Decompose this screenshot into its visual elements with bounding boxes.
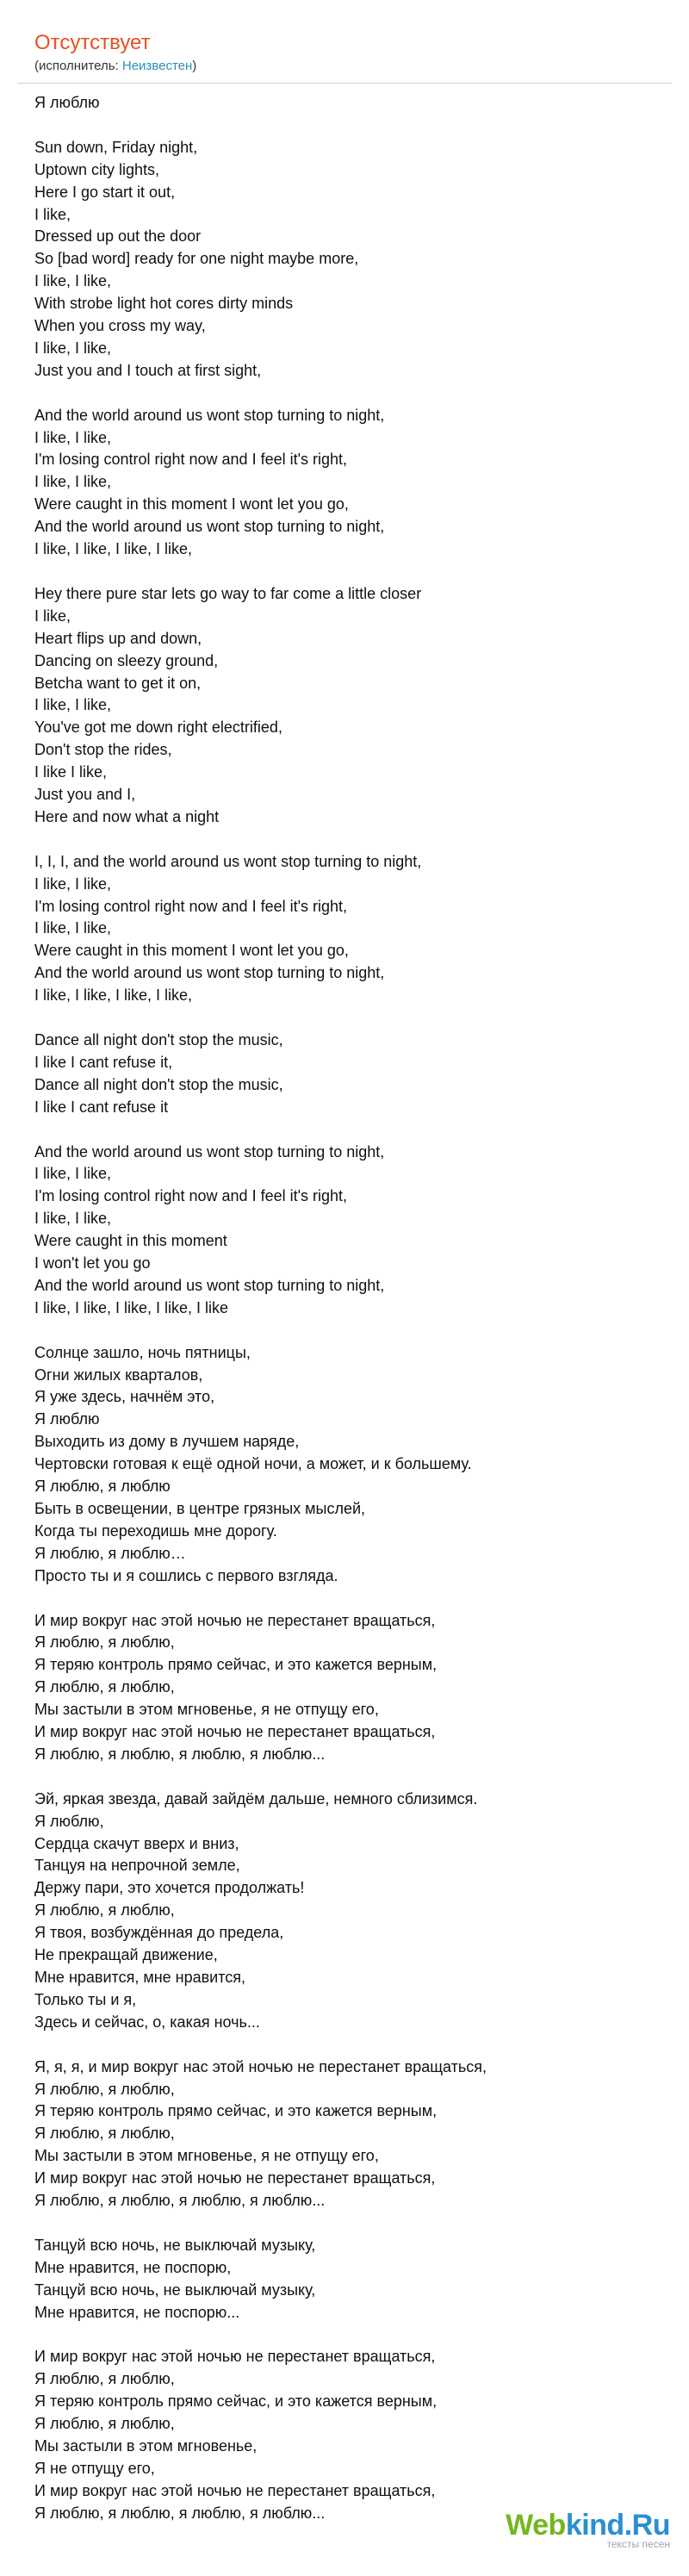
lyric-line: I like, I like, [34, 874, 112, 893]
lyric-line: I won't let you go [34, 1254, 151, 1272]
lyric-line: Когда ты переходишь мне дорогу. [34, 1521, 277, 1540]
lyric-line: Огни жилых кварталов, [34, 1366, 203, 1384]
lyric-line: I like, [34, 205, 71, 223]
lyric-line: I like, I like, I like, I like, [34, 986, 193, 1005]
lyric-line: I like, I like, [34, 339, 112, 357]
lyric-line: Heart flips up and down, [34, 629, 202, 647]
lyric-line: I'm losing control right now and I feel it's right, [34, 897, 348, 915]
lyric-line: Солнце зашло, ночь пятницы, [34, 1343, 251, 1361]
lyric-line: Эй, яркая звезда, давай зайдём дальше, немного сблизимся. [34, 1789, 478, 1808]
lyric-line: Я люблю, я люблю, [34, 2415, 175, 2433]
webkind-logo[interactable] [506, 2511, 670, 2550]
stanza-gap [34, 1588, 655, 1610]
lyric-line: Только ты и я, [34, 1990, 137, 2008]
lyric-line: Танцуй всю ночь, не выключай музыку, [34, 2236, 316, 2254]
lyric-line: I like, [34, 607, 71, 625]
lyric-line: Я, я, я, и мир вокруг нас этой ночью не перестанет вращаться, [34, 2057, 487, 2075]
stanza-gap [34, 1119, 655, 1142]
lyric-line: Я теряю контроль прямо сейчас, и это кажется верным, [34, 2102, 438, 2120]
lyric-line: And the world around us wont stop turning to night, [34, 1142, 385, 1160]
lyric-line: Мне нравится, не поспорю... [34, 2303, 240, 2321]
lyric-line: Я люблю, я люблю, я люблю, я люблю... [34, 2192, 326, 2210]
lyric-line: И мир вокруг нас этой ночью не перестанет вращаться, [34, 2348, 436, 2366]
stanza-gap [34, 115, 655, 137]
lyric-line: Dance all night don't stop the music, [34, 1030, 283, 1048]
lyric-line: Я твоя, возбуждённая до предела, [34, 1924, 284, 1942]
lyric-line: Не прекращай движение, [34, 1946, 218, 1964]
logo-ru: .Ru [624, 2509, 670, 2542]
lyric-line: И мир вокруг нас этой ночью не перестанет вращаться, [34, 2481, 436, 2499]
lyric-line: Я люблю, я люблю, я люблю, я люблю... [34, 2504, 326, 2522]
lyric-line: I like I like, [34, 763, 108, 781]
lyric-line: Мне нравится, мне нравится, [34, 1968, 246, 1986]
lyric-line: Dancing on sleezy ground, [34, 651, 219, 669]
lyric-line: Держу пари, это хочется продолжать! [34, 1879, 305, 1897]
lyric-line: Я люблю, я люблю, [34, 1678, 175, 1696]
lyrics-page [34, 31, 655, 2525]
lyric-line: Здесь и сейчас, о, какая ночь... [34, 2013, 260, 2031]
lyric-line: I, I, I, and the world around us wont stop turning to night, [34, 852, 422, 870]
lyric-line: I like, I like, I like, I like, [34, 540, 193, 558]
song-title: Отсутствует [34, 31, 151, 54]
lyric-line: I'm losing control right now and I feel it's right, [34, 1187, 348, 1205]
lyric-line: И мир вокруг нас этой ночью не перестанет вращаться, [34, 1611, 436, 1629]
artist-prefix: (исполнитель: [34, 59, 122, 73]
lyric-line: Here and now what a night [34, 807, 220, 825]
lyric-line: Uptown city lights, [34, 160, 160, 178]
lyric-line: Just you and I touch at first sight, [34, 361, 262, 379]
artist-link[interactable]: Неизвестен [121, 59, 193, 73]
lyric-line: Я люблю, я люблю, [34, 2125, 175, 2143]
logo-wordmark [506, 2511, 670, 2540]
stanza-gap [34, 2324, 655, 2346]
lyric-line: Я не отпущу его, [34, 2459, 155, 2477]
lyric-line: И мир вокруг нас этой ночью не перестанет вращаться, [34, 1723, 436, 1741]
lyric-line: Were caught in this moment I wont let you go, [34, 942, 349, 960]
lyric-line: Я люблю, [34, 1812, 104, 1830]
lyric-line: Were caught in this moment [34, 1232, 227, 1250]
stanza-gap [34, 1007, 655, 1030]
lyric-line: And the world around us wont stop turning to night, [34, 406, 385, 424]
lyric-line: I like I cant refuse it [34, 1098, 169, 1116]
lyric-line: Мы застыли в этом мгновенье, я не отпущу его, [34, 2147, 379, 2165]
lyric-line: Я люблю [34, 1410, 100, 1428]
lyric-line: I like, I like, I like, I like, I like [34, 1298, 229, 1316]
stanza-gap [34, 561, 655, 583]
lyric-line: I like, I like, [34, 1165, 112, 1183]
lyric-line: Мне нравится, не поспорю, [34, 2258, 232, 2276]
artist-line [34, 59, 655, 74]
lyric-line: Betcha want to get it on, [34, 674, 202, 692]
lyric-line: You've got me down right electrified, [34, 719, 282, 737]
lyric-line: I like I cant refuse it, [34, 1053, 173, 1071]
lyric-line: Just you and I, [34, 786, 136, 804]
stanza-gap [34, 829, 655, 851]
lyric-line: So [bad word] ready for one night maybe more, [34, 250, 359, 268]
lyric-line: Don't stop the rides, [34, 741, 172, 759]
lyric-line: Мы застыли в этом мгновенье, я не отпущу его, [34, 1701, 379, 1719]
lyric-line: Танцуй всю ночь, не выключай музыку, [34, 2280, 316, 2299]
lyric-line: I'm losing control right now and I feel it's right, [34, 451, 348, 469]
lyric-line: And the world around us wont stop turning to night, [34, 518, 385, 536]
stanza-gap [34, 2034, 655, 2056]
lyric-line: I like, I like, [34, 919, 112, 937]
lyric-line: Я теряю контроль прямо сейчас, и это кажется верным, [34, 1656, 438, 1674]
lyric-line: Dressed up out the door [34, 227, 202, 246]
lyric-line: I like, I like, [34, 428, 112, 446]
lyric-line: Here I go start it out, [34, 183, 176, 201]
lyric-line: Просто ты и я сошлись с первого взгляда. [34, 1566, 338, 1584]
lyric-line: Чертовски готовая к ещё одной ночи, а может, и к большему. [34, 1455, 472, 1473]
lyric-line: Выходить из дому в лучшем наряде, [34, 1433, 300, 1451]
lyric-line: Я люблю [34, 94, 100, 111]
lyric-line: Я люблю, я люблю, я люблю, я люблю... [34, 1745, 326, 1763]
lyric-line: Мы застыли в этом мгновенье, [34, 2436, 258, 2455]
lyric-line: Hey there pure star lets go way to far come a little closer [34, 584, 422, 602]
lyric-line: Я люблю, я люблю, [34, 2080, 175, 2098]
stanza-gap [34, 1320, 655, 1342]
stanza-gap [34, 1766, 655, 1789]
lyric-line: И мир вокруг нас этой ночью не перестанет вращаться, [34, 2169, 436, 2187]
lyric-line: Сердца скачут вверх и вниз, [34, 1834, 239, 1852]
lyric-line: Я люблю, я люблю, [34, 1633, 175, 1652]
lyric-line: Я уже здесь, начнём это, [34, 1388, 215, 1406]
logo-web: Web [506, 2509, 566, 2542]
lyric-line: Я люблю, я люблю, [34, 2370, 175, 2388]
lyric-line: When you cross my way, [34, 317, 206, 335]
lyric-line: Я теряю контроль прямо сейчас, и это кажется верным, [34, 2392, 438, 2411]
lyric-line: Я люблю, я люблю… [34, 1544, 186, 1562]
logo-tagline: тексты песен [606, 2538, 670, 2550]
lyric-line: Were caught in this moment I wont let you go, [34, 495, 349, 513]
lyric-line: And the world around us wont stop turning to night, [34, 964, 385, 982]
lyric-line: Dance all night don't stop the music, [34, 1075, 283, 1093]
lyric-line: With strobe light hot cores dirty minds [34, 295, 294, 313]
artist-suffix: ) [192, 59, 197, 73]
lyric-line: I like, I like, [34, 272, 112, 290]
lyric-line: And the world around us wont stop turning to night, [34, 1276, 385, 1294]
lyric-line: Быть в освещении, в центре грязных мыслей, [34, 1499, 366, 1517]
lyric-line: Я люблю, я люблю [34, 1478, 171, 1496]
lyric-line: Танцуя на непрочной земле, [34, 1857, 240, 1875]
lyric-line: Sun down, Friday night, [34, 138, 198, 156]
logo-kind: kind [565, 2509, 624, 2542]
stanza-gap [34, 383, 655, 405]
lyric-line: I like, I like, [34, 696, 112, 714]
lyric-line: I like, I like, [34, 1210, 112, 1228]
header-divider [17, 83, 672, 84]
lyrics-text [34, 92, 655, 2525]
lyric-line: I like, I like, [34, 473, 112, 491]
stanza-gap [34, 2212, 655, 2235]
lyric-line: Я люблю, я люблю, [34, 1901, 175, 1920]
